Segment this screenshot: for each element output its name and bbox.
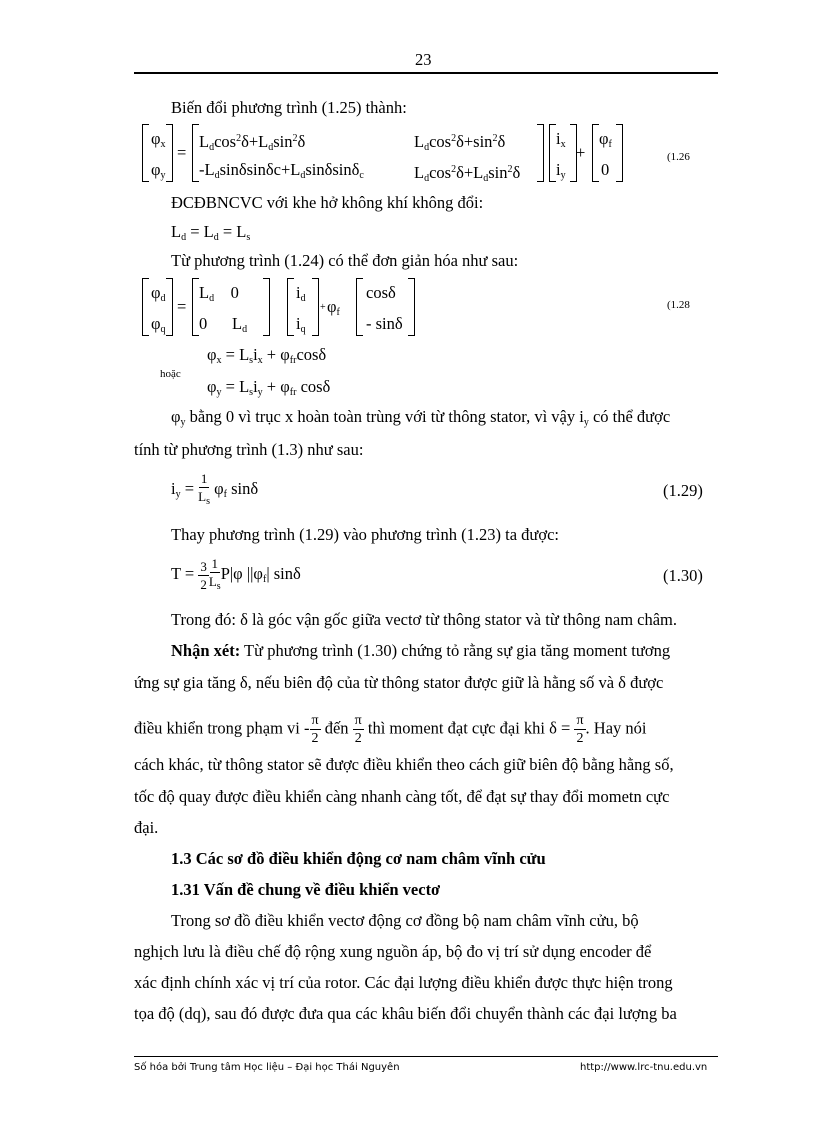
hoac-label: hoặc (160, 368, 181, 380)
paragraph: ĐCĐBNCVC với khe hở không khí không đổi: (171, 193, 484, 212)
footer-rule (134, 1056, 718, 1057)
paragraph: đại. (134, 818, 159, 837)
equation-number: (1.29) (663, 481, 703, 500)
paragraph: $\varphi_y$ bằng 0 vì trục x hoàn toàn trùng với từ thông stator, vì vậy $i_y$ có thể được (171, 407, 671, 428)
page-number: 23 (415, 50, 432, 69)
paragraph: Trong đó: δ là góc vận gốc giữa vectơ từ thông stator và từ thông nam châm. (171, 610, 678, 629)
paragraph: ứng sự gia tăng δ, nếu biên độ của từ thông stator được giữ là hằng số và δ được (134, 673, 664, 692)
section-heading: 1.3 Các sơ đồ điều khiển động cơ nam châm vĩnh cửu (171, 849, 546, 868)
header-rule (134, 72, 718, 74)
paragraph: tọa độ (dq), sau đó được đưa qua các khâu biến đổi chuyển thành các đại lượng ba (134, 1004, 677, 1023)
subsection-heading: 1.31 Vấn đề chung về điều khiển vectơ (171, 880, 441, 899)
paragraph: điều khiển trong phạm vi - $\frac{\pi}{2}$ đến $\frac{\pi}{2}$ thì moment đạt cực đại khi δ = $\frac{\pi}{2}$ . Hay nói (134, 713, 647, 746)
equation-1-29: $i_y$ = $\frac{1}{L_s}$ $\varphi_f$ sinδ (171, 471, 259, 507)
paragraph: Biến đổi phương trình (1.25) thành: (171, 98, 407, 117)
paragraph: tính từ phương trình (1.3) như sau: (134, 440, 364, 459)
paragraph: Trong sơ đồ điều khiển vectơ động cơ đồng bộ nam châm vĩnh cửu, bộ (171, 911, 639, 930)
paragraph: cách khác, từ thông stator sẽ được điều khiển theo cách giữ biên độ bằng hằng số, (134, 755, 674, 774)
equation-1-30: T = $\frac{3}{2}$ $\frac{1}{L_s}$ P|φ $||\varphi_f|$ sinδ (171, 556, 301, 592)
paragraph: Nhận xét: Từ phương trình (1.30) chứng tỏ rằng sự gia tăng moment tương (171, 641, 671, 660)
equation-phix: $\varphi_x = L_si_x + \varphi_{fr}\cos\delta$ (207, 345, 327, 366)
paragraph: nghịch lưu là điều chế độ rộng xung nguồn áp, bộ đo vị trí sử dụng encoder để (134, 942, 652, 961)
footer-link[interactable]: http://www.lrc-tnu.edu.vn (580, 1062, 708, 1073)
paragraph: tốc độ quay được điều khiển càng nhanh càng tốt, để đạt sự thay đổi mometn cực (134, 787, 670, 806)
paragraph: xác định chính xác vị trí của rotor. Các đại lượng điều khiển được thực hiện trong (134, 973, 673, 992)
footer-left: Số hóa bởi Trung tâm Học liệu – Đại học Thái Nguyên (134, 1062, 400, 1073)
equation-ls: $L_d = L_d = L_s$ (171, 222, 251, 243)
equation-number: (1.30) (663, 566, 703, 585)
equation-phiy: $\varphi_y = L_si_y + \varphi_{fr}$ cosδ (207, 377, 331, 398)
paragraph: Từ phương trình (1.24) có thể đơn giản hóa như sau: (171, 251, 519, 270)
paragraph: Thay phương trình (1.29) vào phương trình (1.23) ta được: (171, 525, 559, 544)
